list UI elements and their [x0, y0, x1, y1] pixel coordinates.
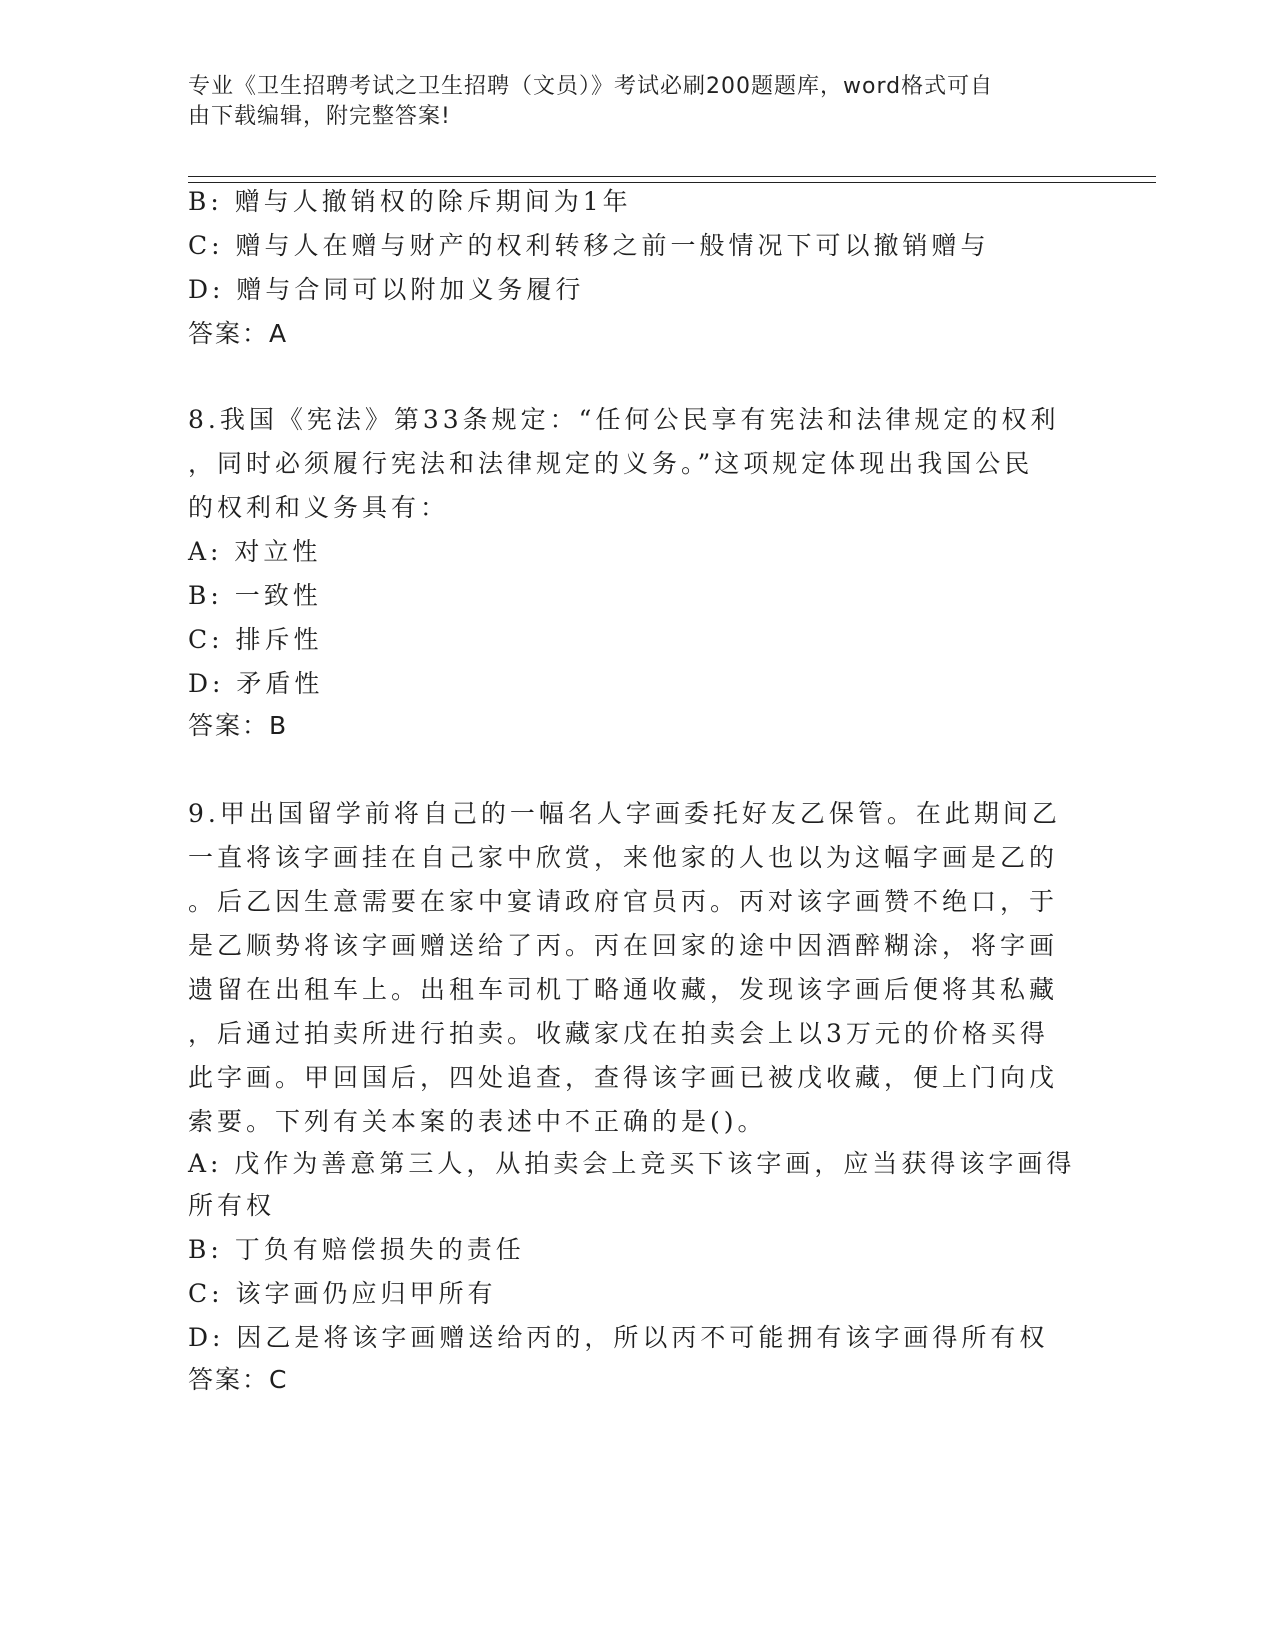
q9-stem-line-2: 一直将该字画挂在自己家中欣赏，来他家的人也以为这幅字画是乙的 — [188, 843, 1059, 872]
q7-answer: 答案：A — [188, 319, 289, 348]
header-line-1: 专业《卫生招聘考试之卫生招聘（文员）》考试必刷200题题库，word格式可自 — [188, 74, 994, 99]
q7-option-b: B: 赠与人撤销权的除斥期间为1年 — [188, 187, 632, 216]
header-rule-bottom — [188, 182, 1156, 183]
q8-option-d: D: 矛盾性 — [188, 669, 324, 698]
q7-option-c: C: 赠与人在赠与财产的权利转移之前一般情况下可以撤销赠与 — [188, 231, 990, 260]
q8-option-b: B: 一致性 — [188, 581, 322, 610]
q8-stem-line-2: ，同时必须履行宪法和法律规定的义务。”这项规定体现出我国公民 — [188, 449, 1034, 478]
q9-option-a-cont: 所有权 — [188, 1191, 276, 1220]
q9-stem-line-8: 索要。下列有关本案的表述中不正确的是()。 — [188, 1107, 767, 1136]
q9-stem-line-5: 遗留在出租车上。出租车司机丁略通收藏，发现该字画后便将其私藏 — [188, 975, 1059, 1004]
q9-option-a: A: 戊作为善意第三人，从拍卖会上竞买下该字画，应当获得该字画得 — [188, 1149, 1076, 1178]
q9-stem-line-4: 是乙顺势将该字画赠送给了丙。丙在回家的途中因酒醉糊涂，将字画 — [188, 931, 1059, 960]
q9-option-c: C: 该字画仍应归甲所有 — [188, 1279, 497, 1308]
document-header — [188, 72, 1068, 132]
q9-answer: 答案：C — [188, 1365, 289, 1394]
q9-stem-line-6: ，后通过拍卖所进行拍卖。收藏家戊在拍卖会上以3万元的价格买得 — [188, 1019, 1049, 1048]
q9-option-b: B: 丁负有赔偿损失的责任 — [188, 1235, 525, 1264]
q8-answer: 答案：B — [188, 711, 289, 740]
q8-stem-line-1: 8.我国《宪法》第33条规定：“任何公民享有宪法和法律规定的权利 — [188, 405, 1060, 434]
q8-stem-line-3: 的权利和义务具有： — [188, 493, 450, 522]
q9-option-d: D: 因乙是将该字画赠送给丙的，所以丙不可能拥有该字画得所有权 — [188, 1323, 1049, 1352]
q9-stem-line-7: 此字画。甲回国后，四处追查，查得该字画已被戊收藏，便上门向戊 — [188, 1063, 1059, 1092]
q9-stem-line-3: 。后乙因生意需要在家中宴请政府官员丙。丙对该字画赞不绝口，于 — [188, 887, 1059, 916]
header-line-2: 由下载编辑，附完整答案! — [188, 104, 451, 129]
q9-stem-line-1: 9.甲出国留学前将自己的一幅名人字画委托好友乙保管。在此期间乙 — [188, 799, 1061, 828]
q8-option-c: C: 排斥性 — [188, 625, 323, 654]
header-rule-top — [188, 176, 1156, 177]
q8-option-a: A: 对立性 — [188, 537, 322, 566]
q7-option-d: D: 赠与合同可以附加义务履行 — [188, 275, 585, 304]
